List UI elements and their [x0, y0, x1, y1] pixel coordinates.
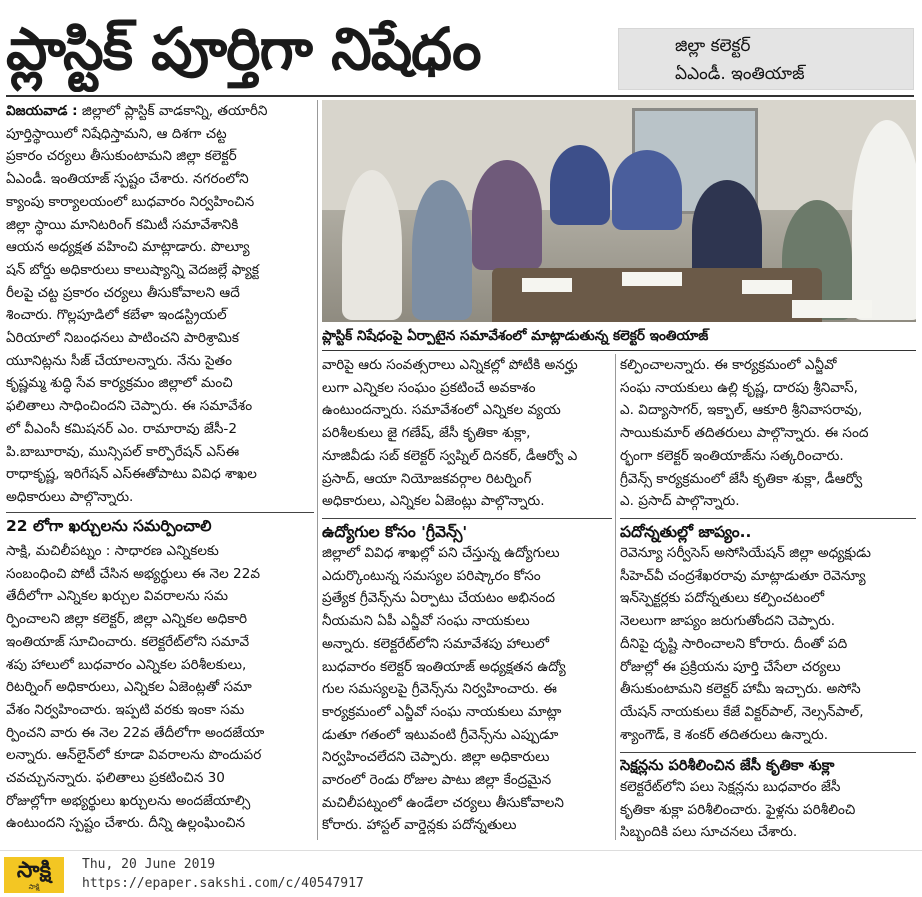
epaper-url[interactable]: https://epaper.sakshi.com/c/40547917: [82, 876, 364, 891]
article-line: నీయమని ఏపీ ఎన్జీవో సంఘ నాయకులు: [322, 613, 530, 630]
article-line: లన్నారు. ఆన్‌లైన్‌లో కూడా వివరాలను పొందుపర: [6, 747, 262, 764]
article-line: జిల్లా స్థాయి మానిటరింగ్ కమిటీ సమావేశానికి: [6, 216, 239, 233]
article-line: వారంలో రెండు రోజుల పాటు జిల్లా కేంద్రమైన: [322, 772, 552, 789]
article-expenses-column: [6, 540, 314, 835]
article-line: పి.బాబూరావు, మున్సిపల్ కార్పొరేషన్ ఎస్ఈ: [6, 443, 240, 460]
article-line: లుగా ఎన్నికల సంఘం ప్రకటించే అవకాశం: [322, 379, 536, 396]
article-line: యూనిట్లను సీజ్ చేయాలన్నారు. నేను సైతం: [6, 352, 232, 369]
photo-person: [852, 120, 916, 320]
article-line: ఉంటుందన్నారు. సమావేశంలో ఎన్నికల వ్యయ: [322, 402, 561, 419]
article-line: లో వీఎంసీ కమిషనర్ ఎం. రామారావు జేసీ-2: [6, 420, 237, 437]
article-line: ఇంతియాజ్ సూచించారు. కలెక్టరేట్‌లోని సమావే: [6, 633, 250, 650]
article-promotions-column: [620, 542, 916, 746]
article-line: తేదీలోగా ఎన్నికల ఖర్చుల వివరాలను సమ: [6, 588, 229, 605]
photo-caption: ప్లాస్టిక్ నిషేధంపై ఏర్పాటైన సమావేశంలో మాట్లాడుతున్న కలెక్టర్ ఇంతియాజ్: [322, 328, 709, 344]
article-line: డుతూ గతంలో ఇటువంటి గ్రీవెన్స్‌ను ఎప్పుడూ: [322, 726, 559, 743]
subheading-sections: సెక్షన్లను పరిశీలించిన జేసీ కృతికా శుక్లా: [620, 752, 916, 778]
article-line: రెవెన్యూ సర్వీసెస్ అసోసియేషన్ జిల్లా అధ్యక్షుడు: [620, 545, 871, 561]
article-line: వారిపై ఆరు సంవత్సరాలు ఎన్నికల్లో పోటీకి అనర్హు: [322, 357, 578, 373]
article-line: ఎదుర్కొంటున్న సమస్యల పరిష్కారం కోసం: [322, 567, 541, 584]
article-line: దీనిపై దృష్టి సారించాలని కోరారు. దీంతో పది: [620, 635, 848, 652]
article-line: కార్యక్రమంలో ఎన్జీవో సంఘ నాయకులు మాట్లా: [322, 703, 562, 720]
article-line: జిల్లాలో వివిధ శాఖల్లో పని చేస్తున్న ఉద్యోగులు: [322, 545, 560, 561]
article-line: పూర్తిస్థాయిలో నిషేధిస్తామని, ఆ దిశగా చట్ట: [6, 125, 227, 142]
photo-person: [550, 145, 610, 225]
subheading-promotions: పదోన్నతుల్లో జాప్యం..: [620, 518, 916, 544]
article-line: చవచ్చునన్నారు. ఫలితాలు ప్రకటించిన 30: [6, 770, 225, 787]
article-line: గుల సమస్యలపై గ్రీవెన్స్‌ను నిర్వహించారు. ఈ: [322, 681, 557, 698]
article-line: బుధవారం కలెక్టర్ ఇంతియాజ్ అధ్యక్షతన ఉద్యో: [322, 658, 566, 675]
photo-paper: [792, 300, 872, 318]
article-line: ప్రత్యేక గ్రీవెన్స్‌ను ఏర్పాటు చేయటం అభినంద: [322, 590, 555, 607]
article-line: క్యాంపు కార్యాలయంలో బుధవారం నిర్వహించిన: [6, 193, 255, 210]
article-line: ప్రసాద్, ఆయా నియోజకవర్గాల రిటర్నింగ్: [322, 470, 532, 487]
article-line: రోజుల్లో ఈ ప్రక్రియను పూర్తి చేసేలా చర్యలు: [620, 658, 841, 675]
epaper-footer: [0, 850, 922, 897]
photo-paper: [622, 272, 682, 286]
article-line: ఆయన అధ్యక్షత వహించి మాట్లాడారు. పొల్యూ: [6, 239, 250, 256]
article-line: కృష్ణమ్మ శుద్ధి సేవ కార్యక్రమం జిల్లాలో మంచి: [6, 375, 233, 392]
article-line: ఎ. విద్యాసాగర్, ఇక్బాల్, ఆకూరి శ్రీనివాసరావు,: [620, 402, 863, 419]
article-line: ర్భంగా కలెక్టర్ ఇంతియాజ్‌ను సత్కరించారు.: [620, 447, 844, 464]
article-line: అధికారులు, ఎన్నికల ఏజెంట్లు పాల్గొన్నారు.: [322, 493, 545, 510]
meeting-photo: [322, 100, 916, 322]
article-line: గ్రీవెన్స్ కార్యక్రమంలో జేసీ కృతికా శుక్లా, డీఆర్వో: [620, 470, 863, 487]
photo-person: [612, 150, 682, 230]
article-sections-column: [620, 776, 916, 844]
article-line: అన్నారు. కలెక్టరేట్‌లోని సమావేశపు హాలులో: [322, 635, 549, 652]
article-line: కలెక్టరేట్‌లోని పలు సెక్షన్లను బుధవారం జేసీ: [620, 779, 841, 795]
article-line: శపు హాలులో బుధవారం ఎన్నికల పరిశీలకులు,: [6, 656, 247, 673]
article-line: కల్పించాలన్నారు. ఈ కార్యక్రమంలో ఎన్జీవో: [620, 357, 837, 373]
article-line: నిర్వహించలేదని చెప్పారు. జిల్లా అధికారులు: [322, 749, 550, 766]
article-line: ఏఎండీ. ఇంతియాజ్ స్పష్టం చేశారు. నగరంలోని: [6, 171, 249, 188]
byline-box: [618, 28, 914, 90]
photo-paper: [742, 280, 792, 294]
article-line: ఏరియాలో నిబంధనలు పాటించని పారిశ్రామిక: [6, 330, 240, 347]
article-line: కోరారు. హాస్టల్ వార్డెన్లకు పదోన్నతులు: [322, 817, 517, 834]
article-line: వేశం నిర్వహించారు. ఇప్పటి వరకు ఇంకా సమ: [6, 701, 245, 718]
article-line: ఫలితాలు సాధించిందని చెప్పారు. ఈ సమావేశం: [6, 398, 253, 415]
photo-person: [692, 180, 762, 280]
article-main-column: [6, 100, 314, 509]
article-grievance-continued: [620, 354, 916, 513]
photo-paper: [522, 278, 572, 292]
article-line: కృతికా శుక్లా పరిశీలించారు. ఫైళ్లను పరిశీలించి: [620, 801, 856, 818]
article-line: ప్రకారం చర్యలు తీసుకుంటామని జిల్లా కలెక్టర్: [6, 148, 237, 165]
article-line: నూజివీడు సబ్ కలెక్టర్ స్వప్నిల్ దినకర్, డీఆర్వో ఎ: [322, 447, 578, 464]
sakshi-logo[interactable]: [4, 857, 64, 893]
column-divider-1: [317, 100, 318, 840]
subheading-grievance: ఉద్యోగుల కోసం 'గ్రీవెన్స్': [322, 518, 612, 544]
article-line: ర్పించని వారు ఈ నెల 22వ తేదీలోగా అందజేయా: [6, 724, 265, 741]
article-line: పరిశీలకులు జై గణేష్, జేసీ కృతికా శుక్లా,: [322, 425, 531, 442]
article-line: యేషన్ నాయకులు కేజే విక్టర్‌పాల్, నెల్సన్‌పాల్,: [620, 703, 864, 720]
article-continued-column: [322, 354, 612, 513]
subheading-expenses: 22 లోగా ఖర్చులను సమర్పించాలి: [6, 512, 314, 538]
article-line: ఇన్‌స్పెక్టర్లకు పదోన్నతులు కల్పించటంలో: [620, 590, 825, 607]
article-line: సాయికుమార్ తదితరులు పాల్గొన్నారు. ఈ సంద: [620, 425, 869, 442]
photo-person: [472, 160, 542, 270]
article-line: విజయవాడ : జిల్లాలో ప్లాస్టిక్ వాడకాన్ని, తయారీని: [6, 103, 268, 119]
article-line: సీహెచ్‌వీ చంద్రశేఖరరావు మాట్లాడుతూ రెవెన్యూ: [620, 567, 866, 584]
article-line: షన్ బోర్డు అధికారులు కాలుష్యాన్ని వెదజల్లే ఫ్యాక్ట: [6, 261, 259, 278]
headline-rule: [6, 95, 914, 97]
photo-person: [412, 180, 472, 320]
publish-date: Thu, 20 June 2019: [82, 857, 216, 872]
article-line: శించారు. గొల్లపూడిలో కబేళా ఇండస్ట్రియల్: [6, 307, 227, 324]
article-grievance-column: [322, 542, 612, 837]
article-line: రిటర్నింగ్ అధికారులు, ఎన్నికల ఏజెంట్లతో సమా: [6, 679, 252, 696]
article-line: ఉంటుందని స్పష్టం చేశారు. దీన్ని ఉల్లంఘించిన: [6, 815, 246, 832]
caption-rule: [322, 350, 916, 351]
column-divider-2: [615, 354, 616, 840]
photo-person: [342, 170, 402, 320]
article-line: సంబంధించి పోటీ చేసిన అభ్యర్థులు ఈ నెల 22వ: [6, 565, 261, 582]
article-line: ఎ. ప్రసాద్ పాల్గొన్నారు.: [620, 493, 740, 510]
article-line: అధికారులు పాల్గొన్నారు.: [6, 488, 134, 505]
article-line: రాధాకృష్ణ, ఇరిగేషన్ ఎస్ఈతోపాటు వివిధ శాఖల: [6, 466, 257, 483]
article-line: సాక్షి, మచిలీపట్నం : సాధారణ ఎన్నికలకు: [6, 543, 219, 559]
logo-text: సాక్షి: [16, 858, 52, 883]
dateline: విజయవాడ :: [6, 103, 78, 119]
article-line: సిబ్బందికి పలు సూచనలు చేశారు.: [620, 824, 798, 841]
article-line: రోజుల్లోగా అభ్యర్థులు ఖర్చులను అందజేయాల్సి: [6, 792, 251, 809]
article-line: రీలపై చట్ట ప్రకారం చర్యలు తీసుకోవాలని ఆదే: [6, 284, 240, 301]
byline-title: జిల్లా కలెక్టర్: [675, 36, 751, 56]
article-line: నెలలుగా జాప్యం జరుగుతోందని చెప్పారు.: [620, 613, 836, 630]
article-line: తీసుకుంటామని కలెక్టర్ హామీ ఇచ్చారు. అసోసి: [620, 681, 861, 698]
article-line: మచిలీపట్నంలో ఉండేలా చర్యలు తీసుకోవాలని: [322, 794, 564, 811]
byline-name: ఏఎండీ. ఇంతియాజ్: [675, 64, 805, 84]
article-line: శ్యాంగౌడ్, కె శంకర్ తదితరులు ఉన్నారు.: [620, 726, 829, 743]
article-line: ర్పించాలని జిల్లా కలెక్టర్, జిల్లా ఎన్నికల అధికారి: [6, 611, 248, 628]
headline: ప్లాస్టిక్ పూర్తిగా నిషేధం: [6, 15, 481, 83]
logo-subtext: సాక్షి: [28, 883, 40, 891]
article-line: సంఘ నాయకులు ఉల్లి కృష్ణ, దారపు శ్రీనివాస్,: [620, 379, 858, 396]
